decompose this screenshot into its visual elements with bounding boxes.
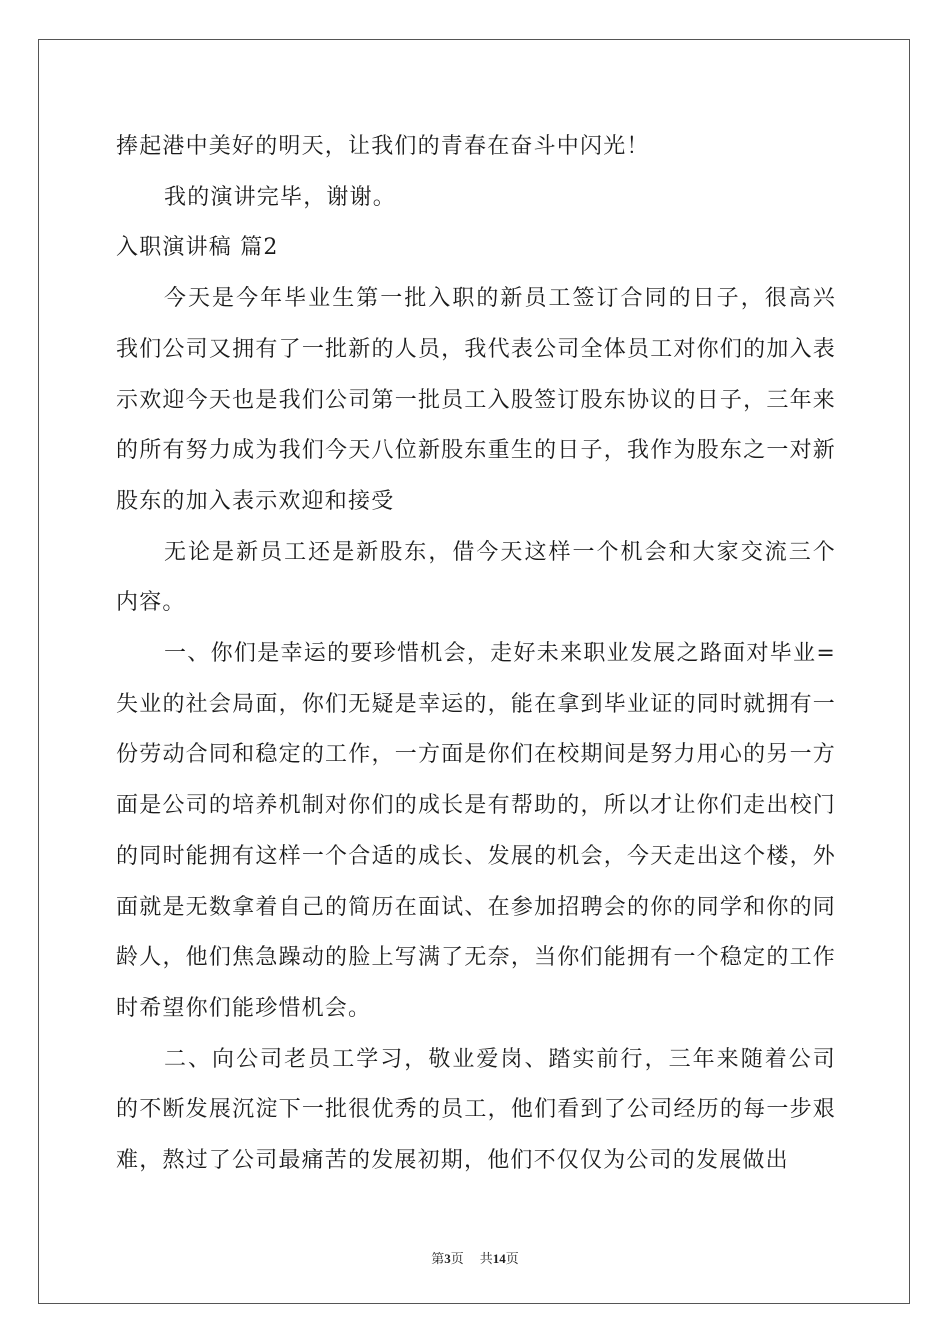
paragraph: 二、向公司老员工学习，敬业爱岗、踏实前行，三年来随着公司的不断发展沉淀下一批很优秀的员工，他们看到了公司经历的每一步艰难，熬过了公司最痛苦的发展初期，他们不仅仅为公司的发展做出	[116, 1046, 836, 1174]
total-prefix: 共	[479, 1251, 493, 1266]
paragraph: 一、你们是幸运的要珍惜机会，走好未来职业发展之路面对毕业=失业的社会局面，你们无疑是幸运的，能在拿到毕业证的同时就拥有一份劳动合同和稳定的工作，一方面是你们在校期间是努力用心的另一方面是公司的培养机制对你们的成长是有帮助的，所以才让你们走出校门的同时能拥有这样一个合适的成长、发展的机会，今天走出这个楼，外面就是无数拿着自己的简历在面试、在参加招聘会的你的同学和你的同龄人，他们焦急躁动的脸上写满了无奈，当你们能拥有一个稳定的工作时希望你们能珍惜机会。	[116, 641, 836, 1021]
document-body	[116, 122, 836, 1187]
paragraph: 无论是新员工还是新股东，借今天这样一个机会和大家交流三个内容。	[116, 539, 836, 616]
section-heading: 入职演讲稿 篇2	[116, 235, 279, 261]
page-suffix: 页	[450, 1251, 464, 1266]
total-suffix: 页	[505, 1251, 519, 1266]
paragraph: 捧起港中美好的明天，让我们的青春在奋斗中闪光！	[116, 134, 650, 159]
page-prefix: 第	[431, 1251, 445, 1266]
total-pages: 14	[492, 1251, 506, 1266]
paragraph: 今天是今年毕业生第一批入职的新员工签订合同的日子，很高兴我们公司又拥有了一批新的人员，我代表公司全体员工对你们的加入表示欢迎今天也是我们公司第一批员工入股签订股东协议的日子，三年来的所有努力成为我们今天八位新股东重生的日子，我作为股东之一对新股东的加入表示欢迎和接受	[116, 286, 836, 514]
paragraph: 我的演讲完毕，谢谢。	[164, 184, 397, 210]
page-number: 3	[444, 1251, 451, 1266]
page-footer	[0, 1248, 950, 1267]
